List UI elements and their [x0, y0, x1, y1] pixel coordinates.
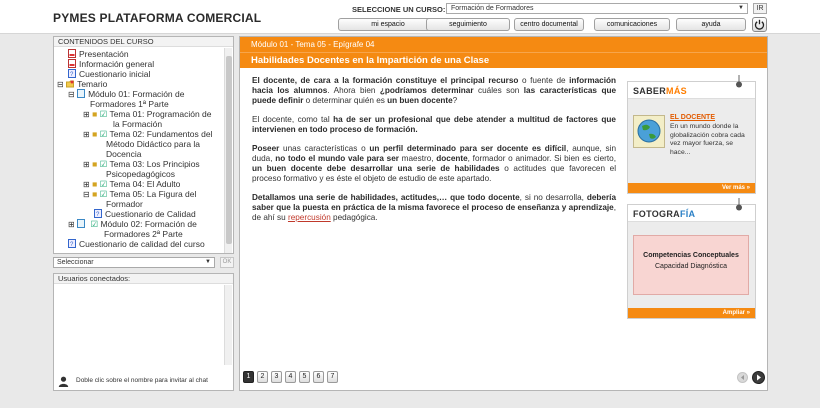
fotografia-logo: FOTOGRAFÍA — [633, 209, 696, 219]
page-5-button[interactable]: 5 — [299, 371, 310, 383]
arrow-right-icon — [753, 372, 764, 383]
checkbox-checked-icon: ☑ — [99, 189, 108, 199]
globe-image — [633, 115, 665, 148]
toc-item-cuestionario-inicial[interactable]: ? Cuestionario inicial — [70, 69, 151, 79]
filter-select-value: Seleccionar — [57, 259, 94, 266]
saber-mas-card — [627, 81, 756, 194]
toc-item-tema-01-line2: la Formación — [113, 119, 163, 129]
page-3-button[interactable]: 3 — [271, 371, 282, 383]
logout-button[interactable] — [752, 17, 767, 32]
paragraph-2: El docente, como tal ha de ser un profesional que debe atender a multitud de factores que intervienen en todo proceso de formación. — [252, 115, 616, 134]
page-7-button[interactable]: 7 — [327, 371, 338, 383]
toc-tree — [54, 47, 224, 253]
folder-icon: ■ — [92, 189, 98, 199]
nav-ayuda-button[interactable]: ayuda — [676, 18, 746, 31]
nav-mi-espacio-button[interactable]: mi espacio — [338, 18, 438, 31]
toc-title: CONTENIDOS DEL CURSO — [54, 37, 233, 47]
svg-text:?: ? — [70, 242, 74, 248]
toc-item-tema-02-line3: Docencia — [106, 149, 142, 159]
toc-item-tema-03-line2: Psicopedagógicos — [106, 169, 175, 179]
folder-star-icon — [66, 79, 74, 88]
repercusion-link[interactable]: repercusión — [287, 213, 331, 222]
pin-icon — [735, 198, 743, 211]
previous-page-button[interactable] — [737, 372, 748, 383]
expand-icon[interactable]: ⊞ — [83, 110, 90, 119]
collapse-icon[interactable]: ⊟ — [68, 90, 75, 99]
toc-item-modulo-01[interactable]: ⊟ Módulo 01: Formación de — [68, 89, 185, 99]
toc-scroll-thumb[interactable] — [226, 56, 232, 244]
toc-item-tema-05-line2: Formador — [106, 199, 143, 209]
toc-item-modulo-02[interactable]: ⊞ ☑ Módulo 02: Formación de — [68, 219, 197, 229]
quiz-icon — [68, 69, 76, 78]
toc-item-tema-04[interactable]: ⊞ ■ ☑ Tema 04: El Adulto — [83, 179, 181, 189]
nav-seguimiento-button[interactable]: seguimiento — [426, 18, 510, 31]
globe-icon — [634, 116, 664, 147]
go-button[interactable]: IR — [753, 3, 767, 14]
toc-item-temario[interactable]: ⊟ Temario — [57, 79, 108, 89]
toc-item-tema-02[interactable]: ⊞ ■ ☑ Tema 02: Fundamentos del — [83, 129, 213, 139]
expand-icon[interactable]: ⊞ — [83, 180, 90, 189]
pin-icon — [735, 75, 743, 88]
svg-text:?: ? — [70, 72, 74, 78]
arrow-left-icon — [738, 373, 747, 382]
page-1-button[interactable]: 1 — [243, 371, 254, 383]
toc-item-tema-05[interactable]: ⊟ ■ ☑ Tema 05: La Figura del — [83, 189, 197, 199]
course-contents-panel — [53, 36, 234, 254]
el-docente-link[interactable]: EL DOCENTE — [670, 114, 715, 121]
module-icon — [77, 89, 85, 98]
toc-item-modulo-01-line2: Formadores 1ª Parte — [90, 99, 169, 109]
users-scrollbar[interactable] — [224, 285, 232, 365]
chat-hint: Doble clic sobre el nombre para invitar al chat — [56, 374, 231, 388]
checkbox-checked-icon: ☑ — [90, 219, 99, 229]
toc-item-tema-02-line2: Método Didáctico para la — [106, 139, 201, 149]
course-select-label: SELECCIONE UN CURSO: — [352, 5, 446, 14]
toc-item-presentacion[interactable]: Presentación — [68, 49, 129, 59]
next-page-button[interactable] — [752, 371, 765, 384]
nav-comunicaciones-button[interactable]: comunicaciones — [594, 18, 670, 31]
toc-item-cuestionario-curso[interactable]: ? Cuestionario de calidad del curso — [70, 239, 205, 249]
page-4-button[interactable]: 4 — [285, 371, 296, 383]
lesson-panel — [239, 36, 768, 391]
paragraph-4: Detallamos una serie de habilidades, actitudes,… que todo docente, si no desarrolla, debería saber que la puesta en práctica de la misma favorece el proceso de enseñanza y aprendizaje, de ahí su repercusión pedagógica. — [252, 193, 616, 222]
fotografia-card — [627, 204, 756, 319]
checkbox-checked-icon: ☑ — [99, 159, 108, 169]
page-title: Habilidades Docentes en la Impartición de una Clase — [240, 52, 767, 68]
folder-icon: ■ — [92, 109, 98, 119]
page-6-button[interactable]: 6 — [313, 371, 324, 383]
header-bar — [0, 0, 820, 34]
checkbox-checked-icon: ☑ — [99, 179, 108, 189]
ampliar-button[interactable]: Ampliar » — [628, 308, 755, 318]
paragraph-3: Poseer unas características o un perfil determinado para ser docente es difícil, aunque, sin duda, no todo el mundo vale para ser maestro, docente, formador o animador. Si bien es cierto, un buen docente debe desarrollar una serie de habilidades o actitudes que favorecen el proceso formativo y es éste el objeto de estudio de este apartado. — [252, 144, 617, 183]
chevron-down-icon: ▼ — [738, 5, 744, 11]
photo-title: Competencias Conceptuales — [643, 252, 739, 259]
power-icon — [754, 19, 765, 30]
toc-item-cuestionario-calidad[interactable]: ? Cuestionario de Calidad — [96, 209, 196, 219]
photo-thumbnail[interactable] — [633, 235, 749, 295]
quiz-icon — [94, 209, 102, 218]
filter-select[interactable] — [53, 257, 215, 268]
svg-text:?: ? — [96, 212, 100, 218]
folder-icon: ■ — [92, 129, 98, 139]
module-icon — [77, 219, 85, 228]
saber-mas-text: En un mundo donde la globalización cobra cada vez mayor fuerza, se hace... — [670, 123, 745, 156]
expand-icon[interactable]: ⊞ — [68, 220, 75, 229]
quiz-icon — [68, 239, 76, 248]
photo-subtitle: Capacidad Diagnóstica — [655, 263, 727, 270]
brand-title: PYMES PLATAFORMA COMERCIAL — [53, 11, 262, 25]
toc-item-modulo-02-line2: Formadores 2ª Parte — [104, 229, 183, 239]
document-pdf-icon — [68, 59, 76, 68]
saber-mas-logo: SABERMÁS — [633, 86, 687, 96]
course-select-value: Formación de Formadores — [451, 5, 534, 12]
toc-scrollbar[interactable] — [224, 48, 232, 253]
connected-users-panel — [53, 273, 234, 391]
collapse-icon[interactable]: ⊟ — [57, 80, 64, 89]
nav-centro-documental-button[interactable]: centro documental — [514, 18, 584, 31]
users-title: Usuarios conectados: — [54, 274, 233, 284]
user-icon — [58, 376, 69, 387]
chevron-down-icon: ▼ — [205, 259, 211, 265]
expand-icon[interactable]: ⊞ — [83, 160, 90, 169]
folder-icon: ■ — [92, 179, 98, 189]
filter-ok-button[interactable]: OK — [220, 257, 234, 268]
ver-mas-button[interactable]: Ver más » — [628, 183, 755, 193]
breadcrumb: Módulo 01 - Tema 05 - Epígrafe 04 — [240, 37, 767, 52]
toc-item-tema-01[interactable]: ⊞ ■ ☑ Tema 01: Programación de — [83, 109, 212, 119]
checkbox-checked-icon: ☑ — [99, 109, 108, 119]
course-select[interactable] — [446, 3, 748, 14]
toc-item-informacion[interactable]: Información general — [68, 59, 154, 69]
document-pdf-icon — [68, 49, 76, 58]
paragraph-1: El docente, de cara a la formación constituye el principal recurso o fuente de información hacia los alumnos. Ahora bien ¿podríamos determinar cuáles son las características que puede definir o determinar quién es un buen docente? — [252, 76, 616, 105]
toc-item-tema-03[interactable]: ⊞ ■ ☑ Tema 03: Los Principios — [83, 159, 200, 169]
collapse-icon[interactable]: ⊟ — [83, 190, 90, 199]
folder-icon: ■ — [92, 159, 98, 169]
expand-icon[interactable]: ⊞ — [83, 130, 90, 139]
lesson-content — [252, 76, 616, 232]
page-2-button[interactable]: 2 — [257, 371, 268, 383]
checkbox-checked-icon: ☑ — [99, 129, 108, 139]
